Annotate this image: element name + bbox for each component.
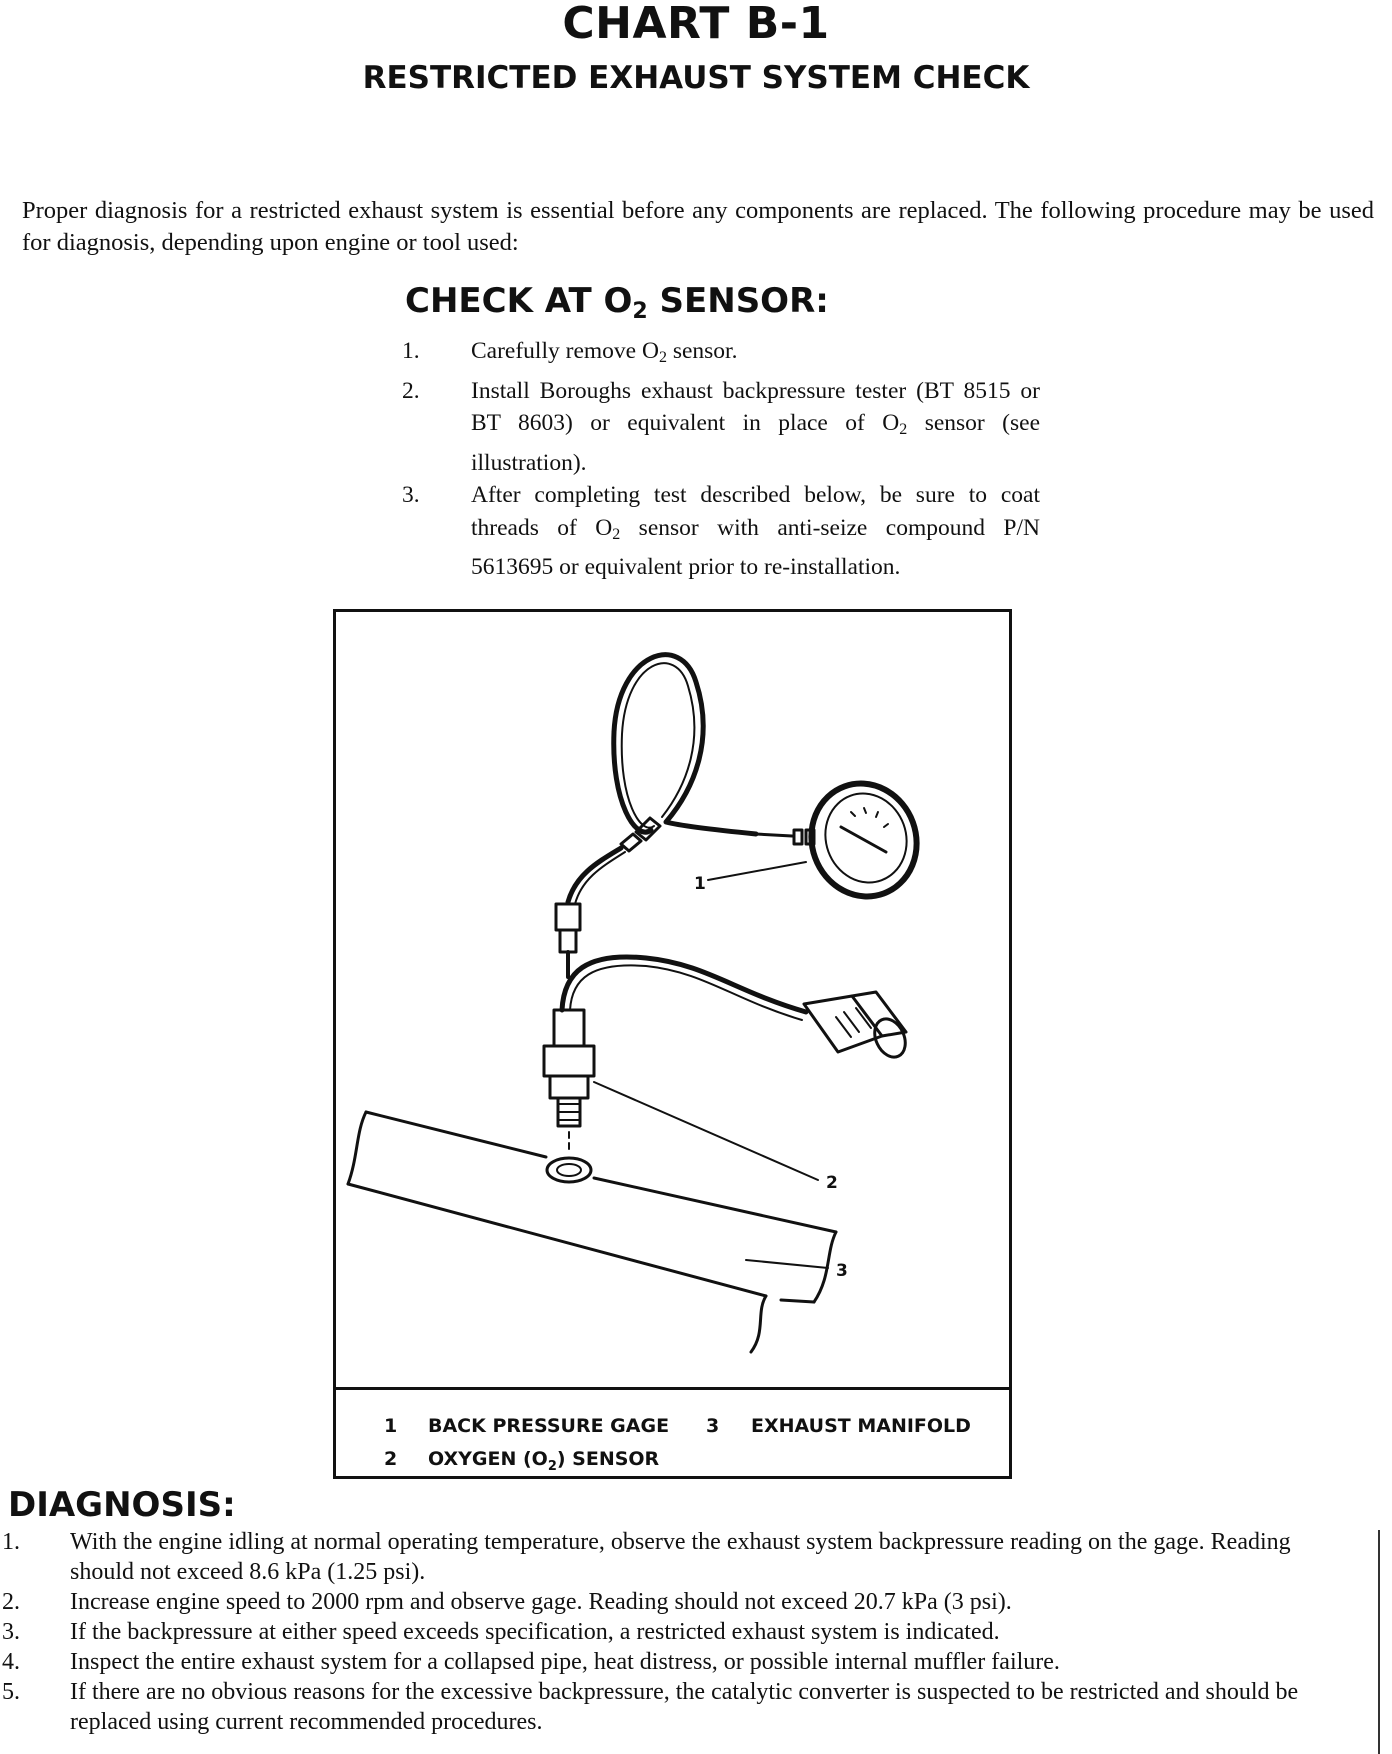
diagnosis-list	[0, 1527, 1356, 1737]
callout-1: 1	[694, 874, 706, 894]
back-pressure-gauge	[796, 769, 933, 912]
illustration-box	[333, 609, 1012, 1479]
chart-title: CHART B-1	[562, 0, 830, 49]
legend-num-3: 3	[706, 1415, 720, 1437]
check-step: 3. After completing test described below, be sure to coat threads of $O_2$ sensor with anti-seize compound P/N 5613695 or equivalent prior to re-installation.	[402, 482, 1040, 580]
legend-divider	[336, 1387, 1009, 1390]
diagnosis-item: 5. If there are no obvious reasons for the excessive backpressure, the catalytic converter is suspected to be restricted and should be replaced using current recommended procedures.	[2, 1679, 1299, 1735]
oxygen-sensor	[544, 1010, 594, 1154]
diagnosis-item: 3. If the backpressure at either speed exceeds specification, a restricted exhaust system is indicated.	[2, 1619, 1000, 1645]
sensor-connector	[804, 992, 911, 1062]
callout-leader-3	[746, 1260, 828, 1268]
callout-2: 2	[826, 1173, 838, 1193]
page-edge-line	[1378, 1530, 1380, 1754]
exhaust-manifold	[348, 1112, 836, 1352]
legend-label-exhaust-manifold: EXHAUST MANIFOLD	[751, 1415, 971, 1437]
diagnosis-item: 1. With the engine idling at normal operating temperature, observe the exhaust system backpressure reading on the gage. Reading should not exceed 8.6 kPa (1.25 psi).	[2, 1529, 1291, 1585]
check-step: 2. Install Boroughs exhaust backpressure tester (BT 8515 or BT 8603) or equivalent in place of $O_2$ sensor (see illustration).	[402, 377, 1040, 476]
intro-paragraph: Proper diagnosis for a restricted exhaust system is essential before any components are replaced. The following procedure may be used for diagnosis, depending upon engine or tool used:	[22, 197, 1374, 256]
adapter-fitting	[556, 904, 580, 952]
diagnosis-item: 4. Inspect the entire exhaust system for a collapsed pipe, heat distress, or possible internal muffler failure.	[2, 1649, 1060, 1675]
legend-num-1: 1	[384, 1415, 398, 1437]
legend-label-oxygen-sensor: OXYGEN $(O_2)$ SENSOR	[428, 1448, 660, 1474]
callout-leader-1	[708, 862, 806, 880]
callout-3: 3	[836, 1261, 848, 1281]
legend-num-2: 2	[384, 1448, 398, 1470]
check-step: 1. Carefully remove $O_2$ sensor.	[402, 338, 738, 366]
sensor-gasket	[547, 1158, 591, 1182]
legend-label-back-pressure-gage: BACK PRESSURE GAGE	[428, 1415, 670, 1437]
backpressure-tester-illustration	[336, 612, 1009, 1384]
callout-leader-2	[594, 1082, 818, 1180]
gauge-hose	[614, 655, 756, 834]
check-heading: CHECK AT $O_2$ SENSOR:	[405, 281, 829, 324]
diagnosis-heading: DIAGNOSIS:	[8, 1485, 236, 1525]
check-steps	[402, 335, 1040, 584]
diagnosis-item: 2. Increase engine speed to 2000 rpm and observe gage. Reading should not exceed 20.7 kPa (3 psi).	[2, 1589, 1012, 1615]
chart-subtitle: RESTRICTED EXHAUST SYSTEM CHECK	[362, 60, 1030, 96]
